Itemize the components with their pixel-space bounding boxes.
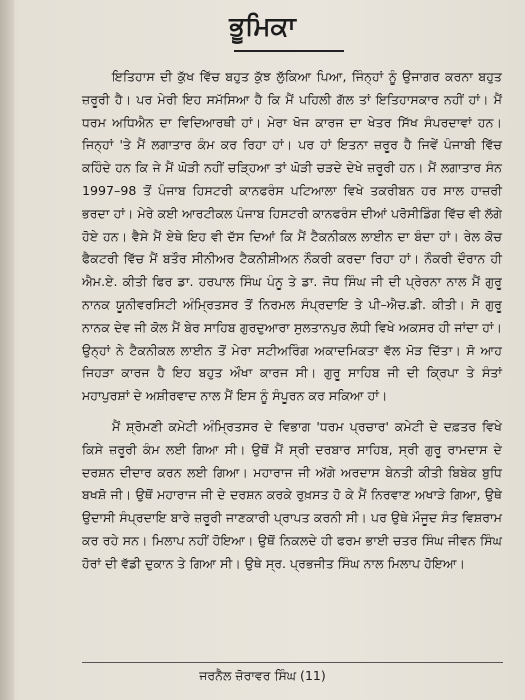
page-gutter (0, 0, 14, 700)
page-title: ਭੂਮਿਕਾ (229, 12, 296, 42)
page-footer: ਜਰਨੈਲ ਜ਼ੋਰਾਵਰ ਸਿੰਘ (11) (199, 668, 326, 683)
title-underline (234, 50, 344, 52)
paragraph-2: ਮੈਂ ਸ਼੍ਰੋਮਣੀ ਕਮੇਟੀ ਅੰਮ੍ਰਿਤਸਰ ਦੇ ਵਿਭਾਗ 'ਧਰਮ ਪ੍ਰਚਾਰ' ਕਮੇਟੀ ਦੇ ਦਫ਼ਤਰ ਵਿਖੇ ਕਿਸੇ ਜ਼ਰੂਰੀ ਕੰਮ ਲਈ ਗਿਆ ਸੀ। ਉਥੋਂ ਮੈਂ ਸ੍ਰੀ ਦਰਬਾਰ ਸਾਹਿਬ, ਸ੍ਰੀ ਗੁਰੂ ਰਾਮਦਾਸ ਦੇ ਦਰਸ਼ਨ ਦੀਦਾਰ ਕਰਨ ਲਈ ਗਿਆ। ਮਹਾਰਾਜ ਜੀ ਅੱਗੇ ਅਰਦਾਸ ਬੇਨਤੀ ਕੀਤੀ ਬਿਬੇਕ ਬੁਧਿ ਬਖਸ਼ੋ ਜੀ। ਉਥੋਂ ਮਹਾਰਾਜ ਜੀ ਦੇ ਦਰਸ਼ਨ ਕਰਕੇ ਰੁਖ਼ਸਤ ਹੋ ਕੇ ਮੈਂ ਨਿਰਵਾਣ ਅਖਾੜੇ ਗਿਆ, ਉਥੇ ਉਦਾਸੀ ਸੰਪ੍ਰਦਾਇ ਬਾਰੇ ਜ਼ਰੂਰੀ ਜਾਣਕਾਰੀ ਪ੍ਰਾਪਤ ਕਰਨੀ ਸੀ। ਪਰ ਉਥੇ ਮੌਜੂਦ ਸੰਤ ਵਿਸ਼ਰਾਮ ਕਰ ਰਹੇ ਸਨ। ਮਿਲਾਪ ਨਹੀਂ ਹੋਇਆ। ਉਥੋਂ ਨਿਕਲਦੇ ਹੀ ਫਰਮ ਭਾਈ ਚਤਰ ਸਿੰਘ ਜੀਵਨ ਸਿੰਘ ਹੋਰਾਂ ਦੀ ਵੱਡੀ ਦੁਕਾਨ ਤੇ ਗਿਆ ਸੀ। ਉਥੇ ਸ੍ਰ. ਪ੍ਰਭਜੀਤ ਸਿੰਘ ਨਾਲ ਮਿਲਾਪ ਹੋਇਆ। (82, 418, 502, 571)
paragraph-1: ਇਤਿਹਾਸ ਦੀ ਕੁੱਖ ਵਿੱਚ ਬਹੁਤ ਕੁੱਝ ਲੁੱਕਿਆ ਪਿਆ, ਜਿੰਨ੍ਹਾਂ ਨੂੰ ਉਜਾਗਰ ਕਰਨਾ ਬਹੁਤ ਜ਼ਰੂਰੀ ਹੈ। ਪਰ ਮੇਰੀ ਇਹ ਸਮੱਸਿਆ ਹੈ ਕਿ ਮੈਂ ਪਹਿਲੀ ਗੱਲ ਤਾਂ ਇਤਿਹਾਸਕਾਰ ਨਹੀਂ ਹਾਂ। ਮੈਂ ਧਰਮ ਅਧਿਐਨ ਦਾ ਵਿਦਿਆਰਥੀ ਹਾਂ। ਮੇਰਾ ਖੋਜ ਕਾਰਜ ਦਾ ਖੇਤਰ ਸਿੱਖ ਸੰਪਰਦਾਵਾਂ ਹਨ। ਜਿਨ੍ਹਾਂ 'ਤੇ ਮੈਂ ਲਗਾਤਾਰ ਕੰਮ ਕਰ ਰਿਹਾ ਹਾਂ। ਪਰ ਹਾਂ ਇਤਨਾ ਜ਼ਰੂਰ ਹੈ ਜਿਵੇਂ ਪੰਜਾਬੀ ਵਿੱਚ ਕਹਿੰਦੇ ਹਨ ਕਿ ਜੇ ਮੈਂ ਘੋੜੀ ਨਹੀਂ ਚੜ੍ਹਿਆ ਤਾਂ ਘੋੜੀ ਚੜਦੇ ਦੇਖੇ ਜ਼ਰੂਰੀ ਹਨ। ਮੈਂ ਲਗਾਤਾਰ ਸੰਨ 1997–98 ਤੋਂ ਪੰਜਾਬ ਹਿਸਟਰੀ ਕਾਨਫਰੰਸ ਪਟਿਆਲਾ ਵਿਖੇ ਤਕਰੀਬਨ ਹਰ ਸਾਲ ਹਾਜ਼ਰੀ ਭਰਦਾ ਹਾਂ। ਮੇਰੇ ਕਈ ਆਰਟੀਕਲ ਪੰਜਾਬ ਹਿਸਟਰੀ ਕਾਨਫਰੰਸ ਦੀਆਂ ਪਰੋਸੀਡਿੰਗ ਵਿੱਚ ਵੀ ਲੱਗੇ ਹੋਏ ਹਨ। ਵੈਸੇ ਮੈਂ ਏਥੇ ਇਹ ਵੀ ਦੱਸ ਦਿਆਂ ਕਿ ਮੈਂ ਟੈਕਨੀਕਲ ਲਾਈਨ ਦਾ ਬੰਦਾ ਹਾਂ। ਰੇਲ ਕੋਚ ਫੈਕਟਰੀ ਵਿੱਚ ਮੈਂ ਬਤੌਰ ਸੀਨੀਅਰ ਟੈਕਨੀਸ਼ੀਅਨ ਨੌਕਰੀ ਕਰਦਾ ਰਿਹਾ ਹਾਂ। ਨੌਕਰੀ ਦੌਰਾਨ ਹੀ ਐਮ.ਏ. ਕੀਤੀ ਫਿਰ ਡਾ. ਹਰਪਾਲ ਸਿੰਘ ਪੰਨੂ ਤੇ ਡਾ. ਜੋਧ ਸਿੰਘ ਜੀ ਦੀ ਪ੍ਰੇਰਨਾ ਨਾਲ ਮੈਂ ਗੁਰੂ ਨਾਨਕ ਯੂਨੀਵਰਸਿਟੀ ਅੰਮ੍ਰਿਤਸਰ ਤੋਂ ਨਿਰਮਲ ਸੰਪ੍ਰਦਾਇ ਤੇ ਪੀ–ਐਚ.ਡੀ. ਕੀਤੀ। ਸੋ ਗੁਰੂ ਨਾਨਕ ਦੇਵ ਜੀ ਕੋਲ ਮੈਂ ਬੇਰ ਸਾਹਿਬ ਗੁਰਦੁਆਰਾ ਸੁਲਤਾਨਪੁਰ ਲੋਧੀ ਵਿਖੇ ਅਕਸਰ ਹੀ ਜਾਂਦਾ ਹਾਂ। ਉਨ੍ਹਾਂ ਨੇ ਟੈਕਨੀਕਲ ਲਾਈਨ ਤੋਂ ਮੇਰਾ ਸਟੀਅਰਿੰਗ ਅਕਾਦਮਿਕਤਾ ਵੱਲ ਮੋੜ ਦਿੱਤਾ। ਸੋ ਆਹ ਜਿਹੜਾ ਕਾਰਜ ਹੈ ਇਹ ਬਹੁਤ ਔਖਾ ਕਾਰਜ ਸੀ। ਗੁਰੂ ਸਾਹਿਬ ਜੀ ਦੀ ਕ੍ਰਿਪਾ ਤੇ ਸੰਤਾਂ ਮਹਾਪੁਰਸ਼ਾਂ ਦੇ ਅਸ਼ੀਰਵਾਦ ਨਾਲ ਮੈਂ ਇਸ ਨੂੰ ਸੰਪੂਰਨ ਕਰ ਸਕਿਆ ਹਾਂ। (82, 69, 502, 404)
footer-rule (82, 662, 503, 663)
body-text (82, 66, 502, 576)
